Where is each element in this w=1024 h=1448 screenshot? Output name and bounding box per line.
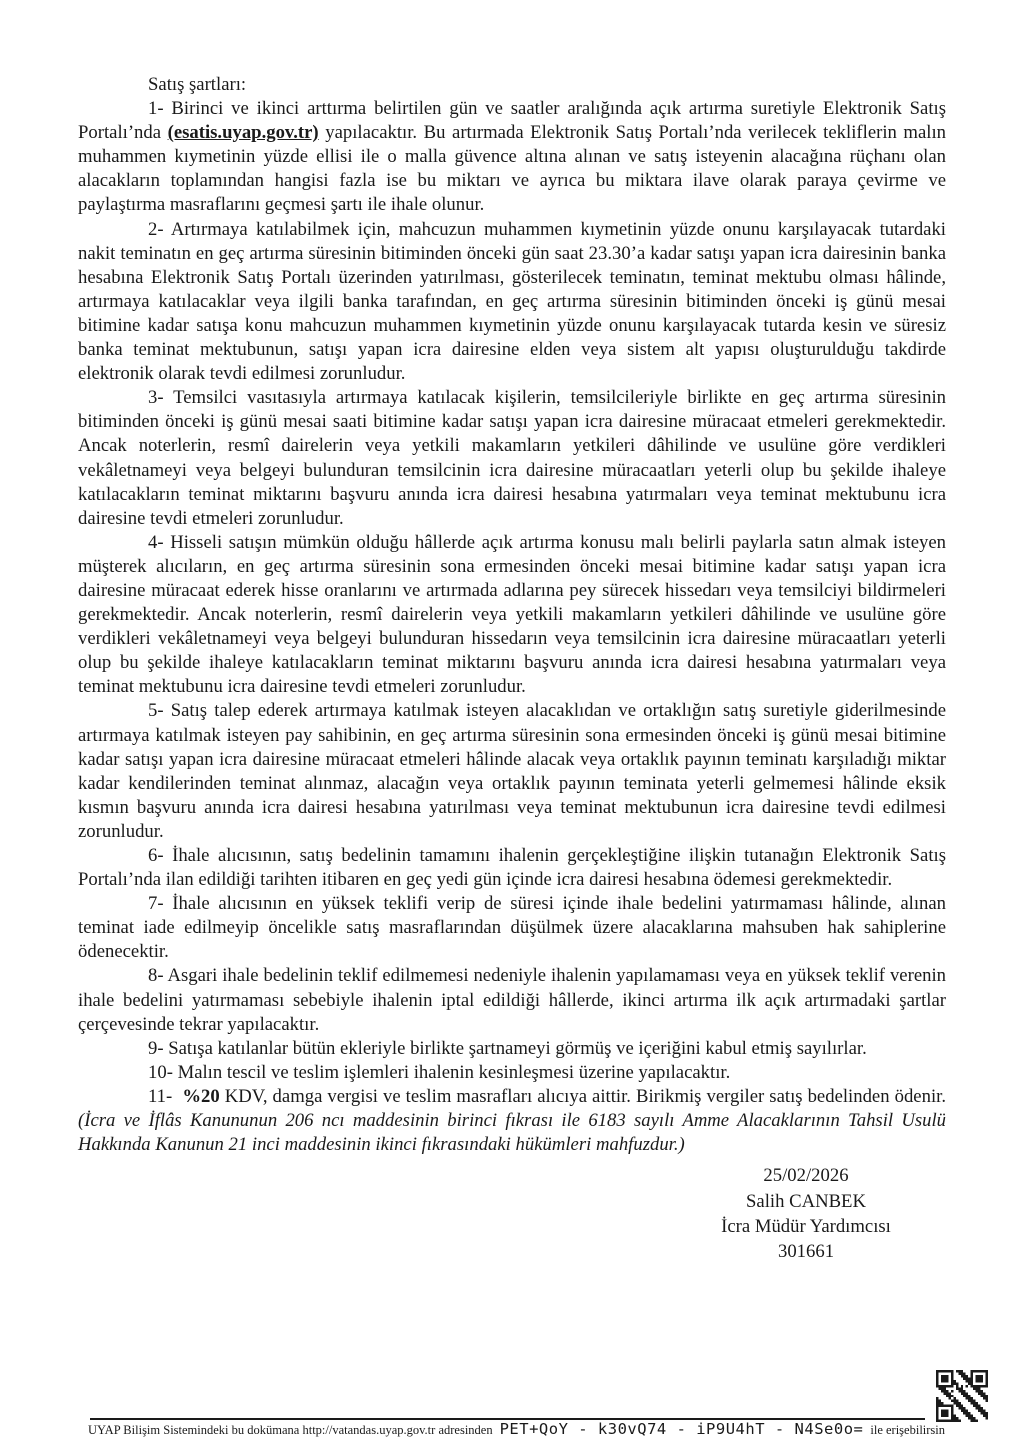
clause-5: 5- Satış talep ederek artırmaya katılmak isteyen alacaklıdan ve ortaklığın satış suretiyle giderilmesinde artırmaya katılmak isteyen pay sahibinin, en geç artırma süresinin sona ermesinden önceki iş günü mesai bitimine kadar satışı yapan icra dairesine müracaat etmeleri hâlinde alacak veya ortaklık payının teminatı karşıladığı miktar kadar kendilerinden teminat alınmaz, alacağın veya ortaklık payının teminata yeterli gelmemesi hâlinde eksik kısmın başvuru anında icra dairesi hesabına yatırılması veya teminat mektubunun icra dairesine tevdi edilmesi zorunludur. xyxy=(78,700,946,842)
clause-1-text-cont: yapılacaktır. Bu artırmada Elektronik Satış Portalı’nda verilecek tekliflerin malın muhammen kıymetinin yüzde ellisi ile o malla güvence altına alınan ve satış isteyenin alacağına rüçhanı olan alacakların toplamından hangisi fazla ise bu miktarı ve ayrıca bu miktara ilave olarak paraya çevirme ve paylaştırma masraflarını geçmesi şartı ile ihale olunur. xyxy=(78,122,946,216)
clause-3: 3- Temsilci vasıtasıyla artırmaya katılacak kişilerin, temsilcileriyle birlikte en geç artırma süresinin bitiminden önceki iş günü mesai saati bitimine kadar satışı yapan icra dairesine müracaat etmeleri gerekmektedir. Ancak noterlerin, resmî dairelerin veya yetkili makamların yetkileri dâhilinde ve usulüne göre verdikleri vekâletnameyi veya belgeyi bulunduran temsilcinin icra dairesine müracaatları yeterli olup bu şekilde ihaleye katılacakların teminat miktarını başvuru anında icra dairesi hesabına yatırmaları veya teminat mektubunu icra dairesine tevdi etmeleri zorunludur. xyxy=(78,387,946,529)
clause-2: 2- Artırmaya katılabilmek için, mahcuzun muhammen kıymetinin yüzde onunu karşılayacak tutardaki nakit teminatın en geç artırma süresinin bitiminden önceki gün saat 23.30’a kadar satışı yapan icra dairesinin banka hesabına Elektronik Satış Portalı üzerinden yatırılması, gösterilecek teminatın, teminat mektubu olması hâlinde, artırmaya katılacaklar veya ilgili banka tarafından, en geç artırma süresinin bitiminden önceki iş günü mesai bitimine kadar satışa konu mahcuzun muhammen kıymetinin yüzde onunu karşılayacak tutarda kesin ve süresiz banka teminat mektubunun, satışı yapan icra dairesine elden veya sistem alt yapısı oluşturulduğu takdirde elektronik olarak tevdi edilmesi zorunludur. xyxy=(78,218,946,385)
footer-access-code: PET+QoY - k30vQ74 - iP9U4hT - N4Se0o= xyxy=(499,1420,864,1438)
document-body xyxy=(78,73,946,1264)
clause-9: 9- Satışa katılanlar bütün ekleriyle birlikte şartnameyi görmüş ve içeriğini kabul etmiş sayılırlar. xyxy=(148,1037,867,1059)
clause-6: 6- İhale alıcısının, satış bedelinin tamamını ihalenin gerçekleştiğine ilişkin tutanağın Elektronik Satış Portalı’nda ilan edildiği tarihten itibaren en geç yedi gün içinde icra dairesi hesabına ödemesi gerekmektedir. xyxy=(78,845,946,891)
clause-10: 10- Malın tescil ve teslim işlemleri ihalenin kesinleşmesi üzerine yapılacaktır. xyxy=(148,1061,731,1083)
esatis-portal-link: (esatis.uyap.gov.tr) xyxy=(167,122,319,144)
signature-date: 25/02/2026 xyxy=(763,1165,849,1187)
signature-block xyxy=(666,1163,946,1264)
signature-name: Salih CANBEK xyxy=(746,1190,866,1212)
clause-11-legal-note: (İcra ve İflâs Kanununun 206 ncı maddesinin birinci fıkrası ile 6183 sayılı Amme Alacaklarının Tahsil Usulü Hakkında Kanunun 21 inci maddesinin ikinci fıkrasındaki hükümleri mahfuzdur.) xyxy=(78,1110,946,1156)
vat-rate: %20 xyxy=(182,1085,220,1107)
footer-text-before: UYAP Bilişim Sistemindeki bu dokümana http://vatandas.uyap.gov.tr adresinden xyxy=(88,1423,493,1437)
clause-11 xyxy=(78,1085,946,1157)
clause-1-text: 1- Birinci ve ikinci arttırma belirtilen gün ve saatler aralığında açık artırma suretiyle Elektronik Satış Portalı’nda xyxy=(78,98,946,144)
clause-4: 4- Hisseli satışın mümkün olduğu hâllerde açık artırma konusu malı belirli paylarla satın almak isteyen müşterek alıcıların, en geç artırma süresinin sona ermesinden önceki mesai bitimine kadar satışı yapan icra dairesine müracaat ederek hisse oranlarını ve artırmada adlarına pey sürecek hissedarı veya temsilciyi bildirmeleri gerekmektedir. Ancak noterlerin, resmî dairelerin veya yetkili makamların yetkileri dâhilinde ve usulüne göre verdikleri vekâletnameyi veya belgeyi bulunduran hissedarın veya temsilcinin icra dairesine müracaatları yeterli olup bu şekilde ihaleye katılacakların teminat miktarını başvuru anında icra dairesi hesabına yatırmaları veya teminat mektubunu icra dairesine tevdi etmeleri zorunludur. xyxy=(78,531,946,698)
signature-title: İcra Müdür Yardımcısı xyxy=(721,1215,891,1237)
clause-7: 7- İhale alıcısının en yüksek teklifi verip de süresi içinde ihale bedelini yatırmaması hâlinde, alınan teminat iade edilmeyip öncelikle satış masraflarından düşülmek üzere alacaklarına mahsuben hak sahiplerine ödenecektir. xyxy=(78,893,946,963)
clause-1 xyxy=(78,97,946,217)
footer-access-line xyxy=(88,1420,946,1438)
document-title: Satış şartları: xyxy=(148,74,247,95)
clause-11-text: KDV, damga vergisi ve teslim masrafları alıcıya aittir. Birikmiş vergiler satış bedelinden ödenir. xyxy=(219,1085,947,1107)
clause-8: 8- Asgari ihale bedelinin teklif edilmemesi nedeniyle ihalenin yapılamaması veya en yüksek teklif verenin ihale bedelini yatırmaması sebebiyle ihalenin iptal edildiği hâllerde, ikinci artırma ilk açık artırmadaki şartlar çerçevesinde tekrar yapılacaktır. xyxy=(78,965,946,1035)
signature-registry-no: 301661 xyxy=(777,1241,835,1263)
clause-11-num: 11- xyxy=(148,1085,183,1107)
footer-text-after: ile erişebilirsin xyxy=(870,1423,946,1437)
qr-code-icon xyxy=(936,1370,988,1422)
